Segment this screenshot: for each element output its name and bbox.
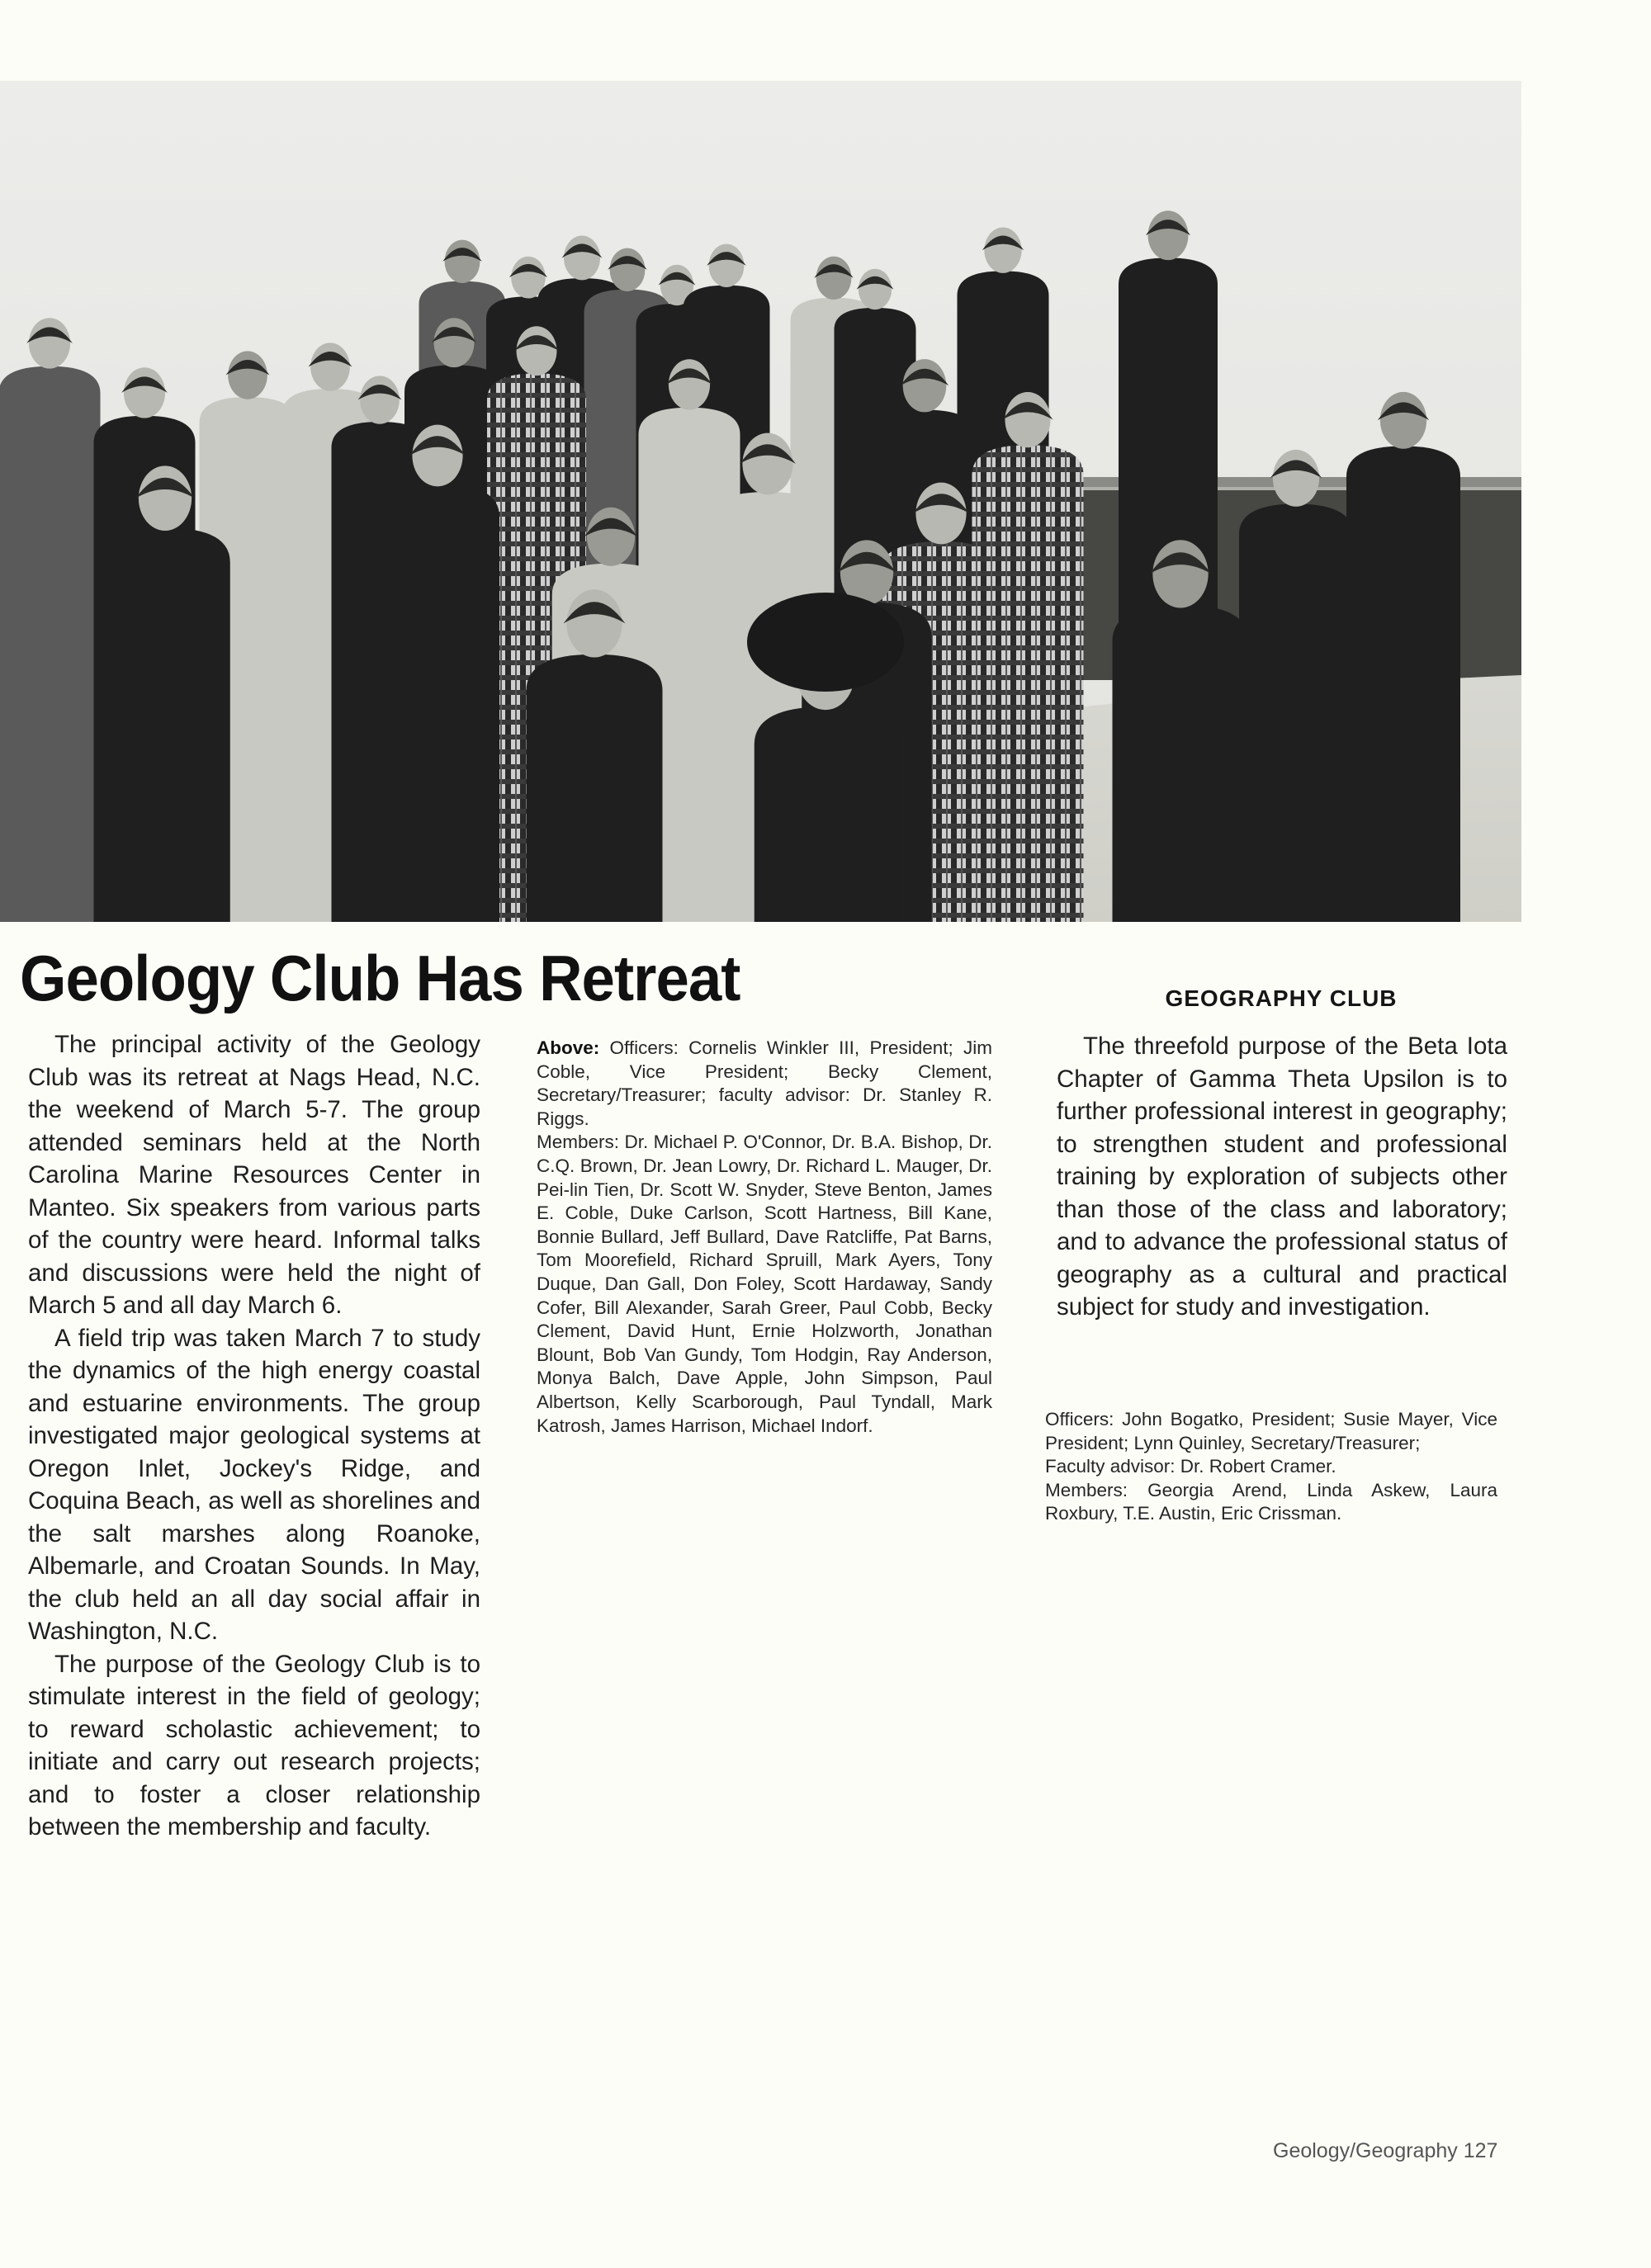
person-head [984, 227, 1021, 272]
person-head [903, 359, 947, 412]
person-head [1380, 392, 1426, 449]
caption-lead: Above: [537, 1037, 600, 1058]
person-head [1148, 210, 1189, 260]
hat [747, 593, 904, 692]
person-head [610, 248, 646, 291]
group-photo [0, 81, 1521, 922]
person-body [1346, 447, 1460, 922]
article-paragraph: A field trip was taken March 7 to study the dynamics of the high energy coastal and estuarine environments. The group investigated major geological systems at Oregon Inlet, Jockey's Ridge, and Coquina Beach, as well as shorelines and the salt marshes along Roanoke, Albemarle, and Croatan Sounds. In May, the club held an all day social affair in Washington, N.C. [28, 1324, 480, 1645]
person-head [434, 318, 475, 367]
person-head [566, 589, 622, 657]
article-body [28, 1028, 480, 1844]
person-head [816, 257, 852, 300]
caption-officers-text: Officers: Cornelis Winkler III, President; Jim Coble, Vice President; Becky Clement, Secretary/Treasurer; faculty advisor: Dr. Stanley R. Riggs. [537, 1037, 992, 1129]
geography-paragraph: The threefold purpose of the Beta Iota Chapter of Gamma Theta Upsilon is to further professional interest in geography; to strengthen student and professional training by exploration of subjects other than those of the class and laboratory; and to advance the professional status of geography as a cultural and practical subject for study and investigation. [1057, 1032, 1507, 1321]
person-head [310, 343, 350, 390]
page-folio: Geology/Geography 127 [1273, 2139, 1498, 2162]
person-head [859, 269, 892, 309]
headline: Geology Club Has Retreat [20, 942, 740, 1014]
person-head [360, 376, 400, 423]
person-head [1273, 450, 1319, 507]
person-head [29, 318, 70, 368]
geography-club-title: GEOGRAPHY CLUB [1165, 985, 1398, 1011]
person-body [755, 706, 897, 922]
person-head [587, 508, 635, 566]
person-head [709, 244, 745, 287]
person-head [124, 367, 165, 418]
person-head [1005, 392, 1050, 447]
person-head [228, 351, 267, 399]
article-paragraph: The principal activity of the Geology Club was its retreat at Nags Head, N.C. the weekend of March 5-7. The group attended seminars held at the North Carolina Marine Resources Center in Manteo. Six speakers from various parts of the country were heard. Informal talks and discussions were held the night of March 5 and all day March 6. [28, 1031, 480, 1319]
geography-advisor: Faculty advisor: Dr. Robert Cramer. [1045, 1456, 1336, 1477]
person-head [1152, 540, 1208, 607]
article-paragraph: The purpose of the Geology Club is to stimulate interest in the field of geology; to reward scholastic achievement; to initiate and carry out research projects; and to foster a closer relationship between the membership and faculty. [28, 1650, 480, 1840]
photo-illustration [0, 81, 1521, 922]
person-head [669, 359, 710, 409]
person-head [445, 240, 480, 283]
geography-officers: Officers: John Bogatko, President; Susie Mayer, Vice President; Lynn Quinley, Secretary/Treasurer; [1045, 1409, 1497, 1453]
person-body [100, 527, 230, 922]
person-head [517, 326, 557, 376]
caption-officers [537, 1037, 992, 1131]
person-body [0, 366, 101, 922]
person-silhouette [1239, 450, 1353, 922]
person-silhouette [376, 425, 499, 922]
geography-members: Members: Georgia Arend, Linda Askew, Laura Roxbury, T.E. Austin, Eric Crissman. [1045, 1479, 1497, 1524]
person-body [376, 484, 499, 922]
person-silhouette [1346, 392, 1460, 922]
photo-caption [537, 1037, 992, 1438]
person-body [527, 654, 663, 922]
person-head [564, 236, 600, 281]
person-head [915, 483, 966, 545]
person-head [139, 465, 192, 531]
caption-members: Members: Dr. Michael P. O'Connor, Dr. B.A. Bishop, Dr. C.Q. Brown, Dr. Jean Lowry, Dr. Richard L. Mauger, Dr. Pei-lin Tien, Dr. Scott W. Snyder, Steve Benton, James E. Coble, Duke Carlson, Scott Hartness, Bill Kane, Bonnie Bullard, Jeff Bullard, Dave Ratcliffe, Pat Barns, Tom Moorefield, Richard Spruill, Mark Ayers, Tony Duque, Dan Gall, Don Foley, Scott Hardaway, Sandy Cofer, Bill Alexander, Sarah Greer, Paul Cobb, Becky Clement, David Hunt, Ernie Holzworth, Jonathan Blount, Bob Van Gundy, Tom Hodgin, Ray Anderson, Monya Balch, Dave Apple, John Simpson, Paul Albertson, Kelly Scarborough, Paul Tyndall, Mark Katrosh, James Harrison, Michael Indorf. [537, 1132, 992, 1436]
person-silhouette [0, 318, 101, 922]
geography-body [1057, 1030, 1507, 1324]
person-head [742, 433, 792, 495]
person-body [1113, 605, 1249, 922]
person-body [1239, 504, 1353, 922]
geography-roster [1045, 1408, 1497, 1526]
person-head [412, 425, 462, 487]
